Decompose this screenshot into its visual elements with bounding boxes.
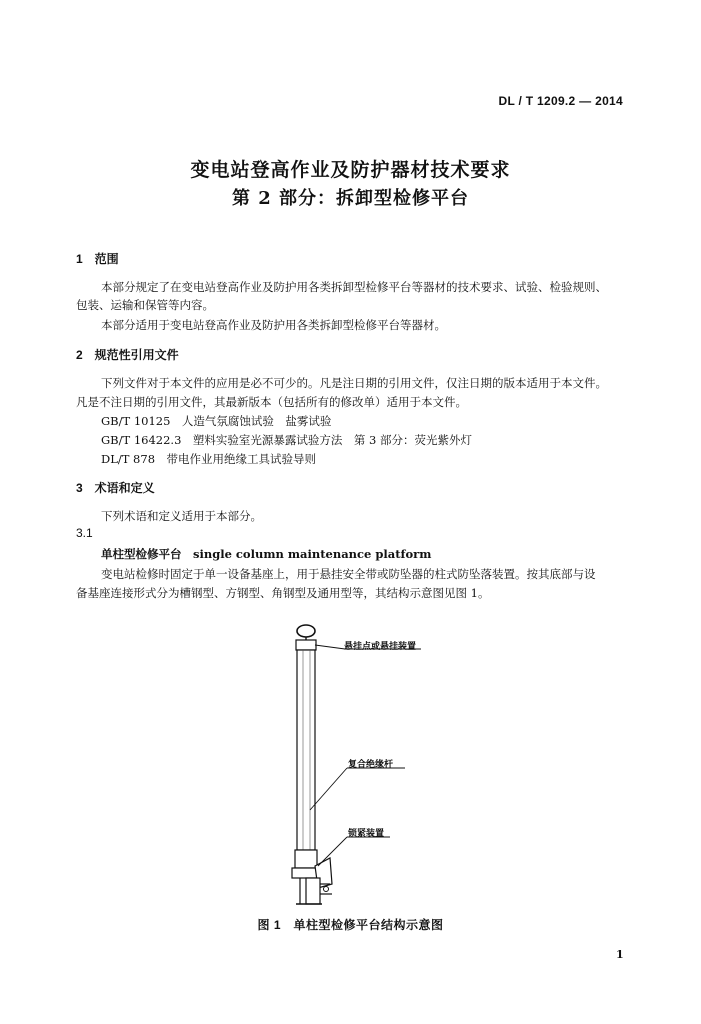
document-title: 变电站登高作业及防护器材技术要求 <box>190 159 511 181</box>
reference-item: GB/T 10125 人造气氛腐蚀试验 盐雾试验 <box>101 414 332 428</box>
figure-caption: 图 1 单柱型检修平台结构示意图 <box>257 918 444 932</box>
page-number: 1 <box>616 948 624 961</box>
figure-label-bottom: 锁紧装置 <box>348 829 385 839</box>
section-1-paragraph-2: 本部分适用于变电站登高作业及防护用各类拆卸型检修平台等器材。 <box>101 318 446 332</box>
figure-label-middle: 复合绝缘杆 <box>348 760 394 770</box>
standard-number: DL / T 1209.2 — 2014 <box>498 94 623 108</box>
section-3-intro: 下列术语和定义适用于本部分。 <box>101 509 262 523</box>
section-1-paragraph-1-line-2: 包装、运输和保管等内容。 <box>76 298 214 312</box>
reference-item: DL/T 878 带电作业用绝缘工具试验导则 <box>101 452 317 466</box>
figure-label-top: 悬挂点或悬挂装置 <box>344 642 417 652</box>
section-2-intro-line-1: 下列文件对于本文件的应用是必不可少的。凡是注日期的引用文件，仅注日期的版本适用于本文件。 <box>101 376 607 390</box>
section-1-heading: 1 范围 <box>76 252 119 266</box>
document-subtitle: 第 2 部分：拆卸型检修平台 <box>231 188 470 209</box>
term-definition-line-1: 变电站检修时固定于单一设备基座上，用于悬挂安全带或防坠器的柱式防坠落装置。按其底部与设 <box>101 567 596 581</box>
reference-item: GB/T 16422.3 塑料实验室光源暴露试验方法 第 3 部分：荧光紫外灯 <box>101 433 473 447</box>
section-1-paragraph-1-line-1: 本部分规定了在变电站登高作业及防护用各类拆卸型检修平台等器材的技术要求、试验、检验规则、 <box>101 280 607 294</box>
section-2-intro-line-2: 凡是不注日期的引用文件，其最新版本（包括所有的修改单）适用于本文件。 <box>76 395 467 409</box>
term-definition-line-2: 备基座连接形式分为槽钢型、方钢型、角钢型及通用型等，其结构示意图见图 1。 <box>76 586 490 600</box>
term-title: 单柱型检修平台 single column maintenance platform <box>101 547 432 561</box>
section-3-heading: 3 术语和定义 <box>76 481 155 495</box>
clause-number: 3.1 <box>76 526 93 540</box>
section-2-heading: 2 规范性引用文件 <box>76 348 179 362</box>
